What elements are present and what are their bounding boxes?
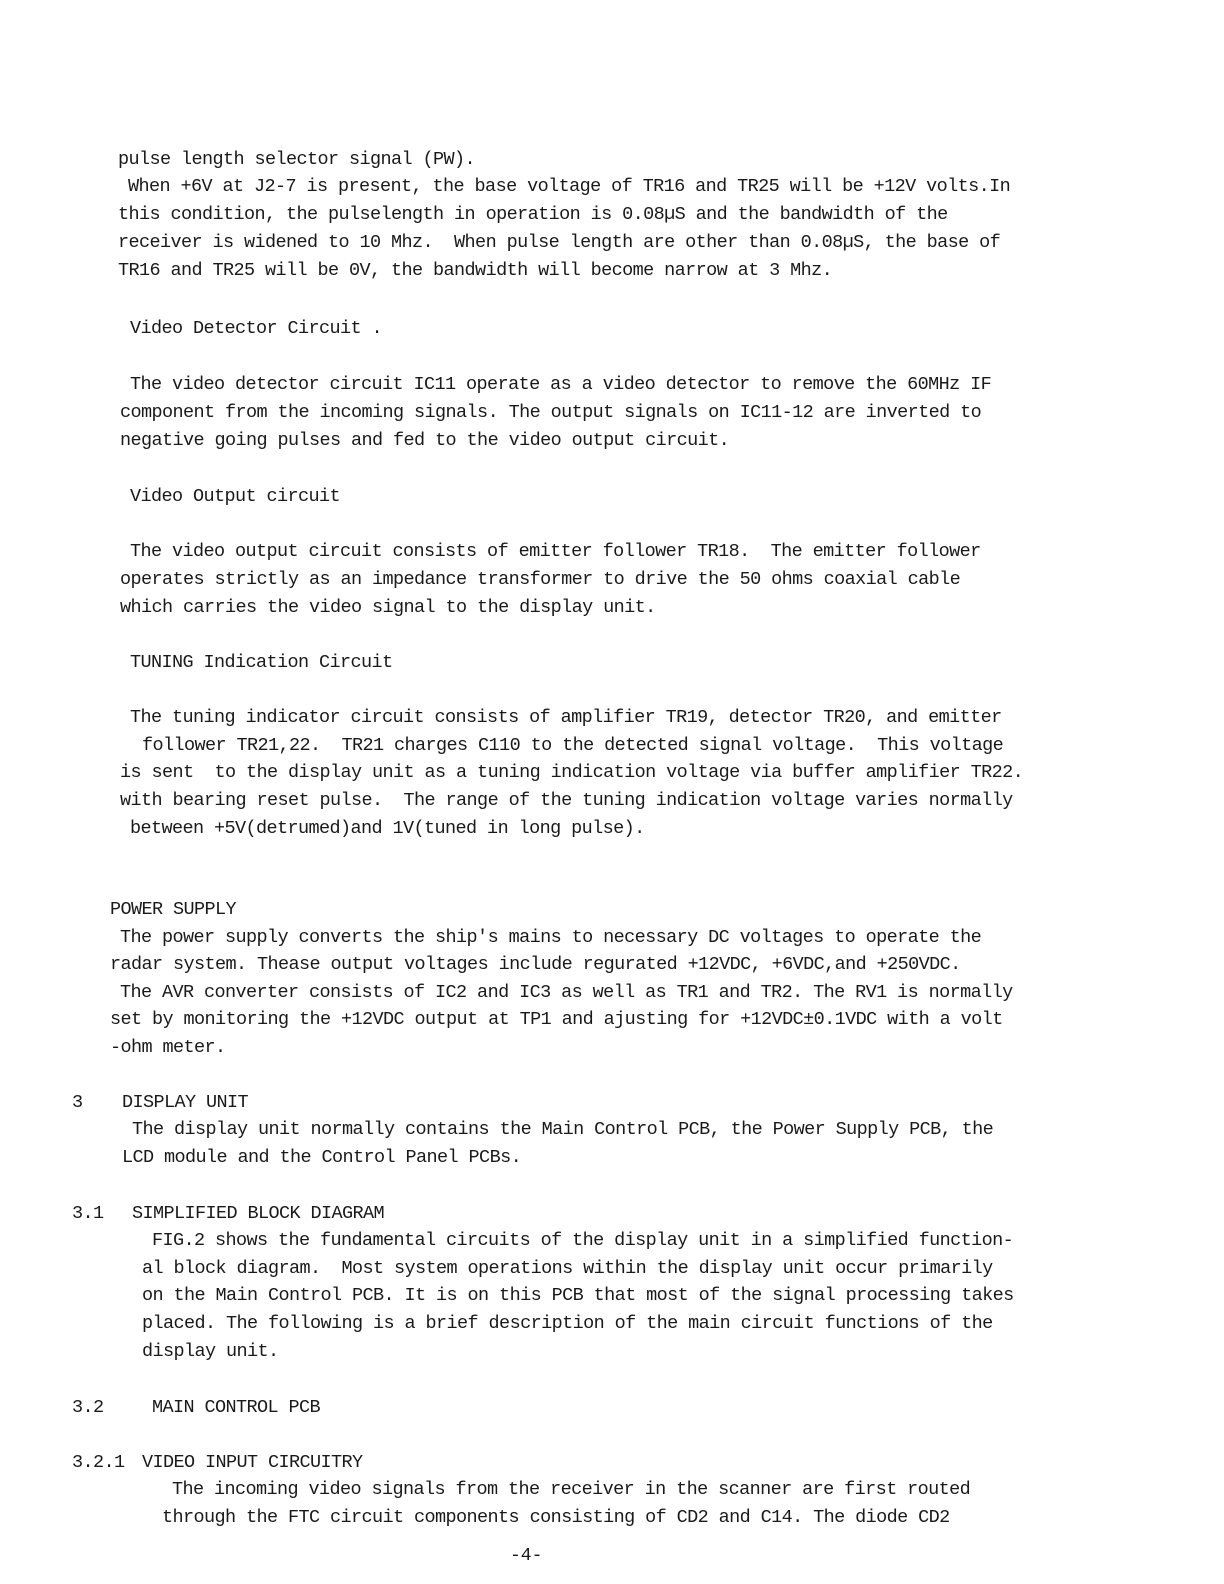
paragraph-line: The tuning indicator circuit consists of amplifier TR19, detector TR20, and emitter bbox=[130, 707, 1002, 728]
section-heading: VIDEO INPUT CIRCUITRY bbox=[142, 1452, 363, 1473]
page-number: -4- bbox=[510, 1546, 543, 1566]
paragraph-line: with bearing reset pulse. The range of the tuning indication voltage varies normally bbox=[120, 790, 1013, 811]
paragraph-line: radar system. Thease output voltages include regurated +12VDC, +6VDC,and +250VDC. bbox=[110, 954, 961, 975]
section-heading: Video Output circuit bbox=[130, 486, 341, 507]
section-heading: POWER SUPPLY bbox=[110, 899, 237, 920]
paragraph-line: operates strictly as an impedance transformer to drive the 50 ohms coaxial cable bbox=[120, 569, 961, 590]
paragraph-line: through the FTC circuit components consisting of CD2 and C14. The diode CD2 bbox=[162, 1507, 950, 1528]
paragraph-line: The display unit normally contains the Main Control PCB, the Power Supply PCB, the bbox=[132, 1119, 994, 1140]
section-heading: Video Detector Circuit . bbox=[130, 318, 383, 339]
paragraph-line: The AVR converter consists of IC2 and IC3 as well as TR1 and TR2. The RV1 is normally bbox=[120, 982, 1013, 1003]
paragraph-line: LCD module and the Control Panel PCBs. bbox=[122, 1147, 522, 1168]
paragraph-line: placed. The following is a brief description of the main circuit functions of the bbox=[142, 1313, 993, 1334]
intro-line: When +6V at J2-7 is present, the base voltage of TR16 and TR25 will be +12V volts.In bbox=[128, 176, 1011, 197]
intro-line: this condition, the pulselength in operation is 0.08µS and the bandwidth of the bbox=[118, 204, 948, 225]
intro-line: pulse length selector signal (PW). bbox=[118, 149, 476, 170]
section-heading: DISPLAY UNIT bbox=[122, 1092, 249, 1113]
intro-line: TR16 and TR25 will be 0V, the bandwidth will become narrow at 3 Mhz. bbox=[118, 260, 833, 281]
paragraph-line: The video detector circuit IC11 operate as a video detector to remove the 60MHz IF bbox=[130, 374, 992, 395]
paragraph-line: which carries the video signal to the display unit. bbox=[120, 597, 656, 618]
paragraph-line: component from the incoming signals. The output signals on IC11-12 are inverted to bbox=[120, 402, 982, 423]
section-number: 3.1 bbox=[72, 1203, 104, 1224]
section-heading: SIMPLIFIED BLOCK DIAGRAM bbox=[132, 1203, 385, 1224]
section-number: 3 bbox=[72, 1092, 83, 1113]
paragraph-line: The incoming video signals from the receiver in the scanner are first routed bbox=[172, 1479, 971, 1500]
intro-line: receiver is widened to 10 Mhz. When pulse length are other than 0.08µS, the base of bbox=[118, 232, 1001, 253]
paragraph-line: between +5V(detrumed)and 1V(tuned in long pulse). bbox=[130, 818, 645, 839]
paragraph-line: The video output circuit consists of emitter follower TR18. The emitter follower bbox=[130, 541, 981, 562]
paragraph-line: set by monitoring the +12VDC output at TP1 and ajusting for +12VDC±0.1VDC with a volt bbox=[110, 1009, 1003, 1030]
paragraph-line: is sent to the display unit as a tuning indication voltage via buffer amplifier TR22. bbox=[120, 762, 1024, 783]
paragraph-line: -ohm meter. bbox=[110, 1037, 226, 1058]
paragraph-line: negative going pulses and fed to the video output circuit. bbox=[120, 430, 730, 451]
section-number: 3.2 bbox=[72, 1397, 104, 1418]
paragraph-line: on the Main Control PCB. It is on this PCB that most of the signal processing takes bbox=[142, 1285, 1014, 1306]
paragraph-line: The power supply converts the ship's mains to necessary DC voltages to operate the bbox=[120, 927, 982, 948]
paragraph-line: display unit. bbox=[142, 1341, 279, 1362]
section-number: 3.2.1 bbox=[72, 1452, 125, 1473]
section-heading: TUNING Indication Circuit bbox=[130, 652, 393, 673]
paragraph-line: FIG.2 shows the fundamental circuits of the display unit in a simplified function- bbox=[152, 1230, 1014, 1251]
paragraph-line: al block diagram. Most system operations within the display unit occur primarily bbox=[142, 1258, 993, 1279]
section-heading: MAIN CONTROL PCB bbox=[152, 1397, 321, 1418]
paragraph-line: follower TR21,22. TR21 charges C110 to the detected signal voltage. This voltage bbox=[142, 735, 1004, 756]
